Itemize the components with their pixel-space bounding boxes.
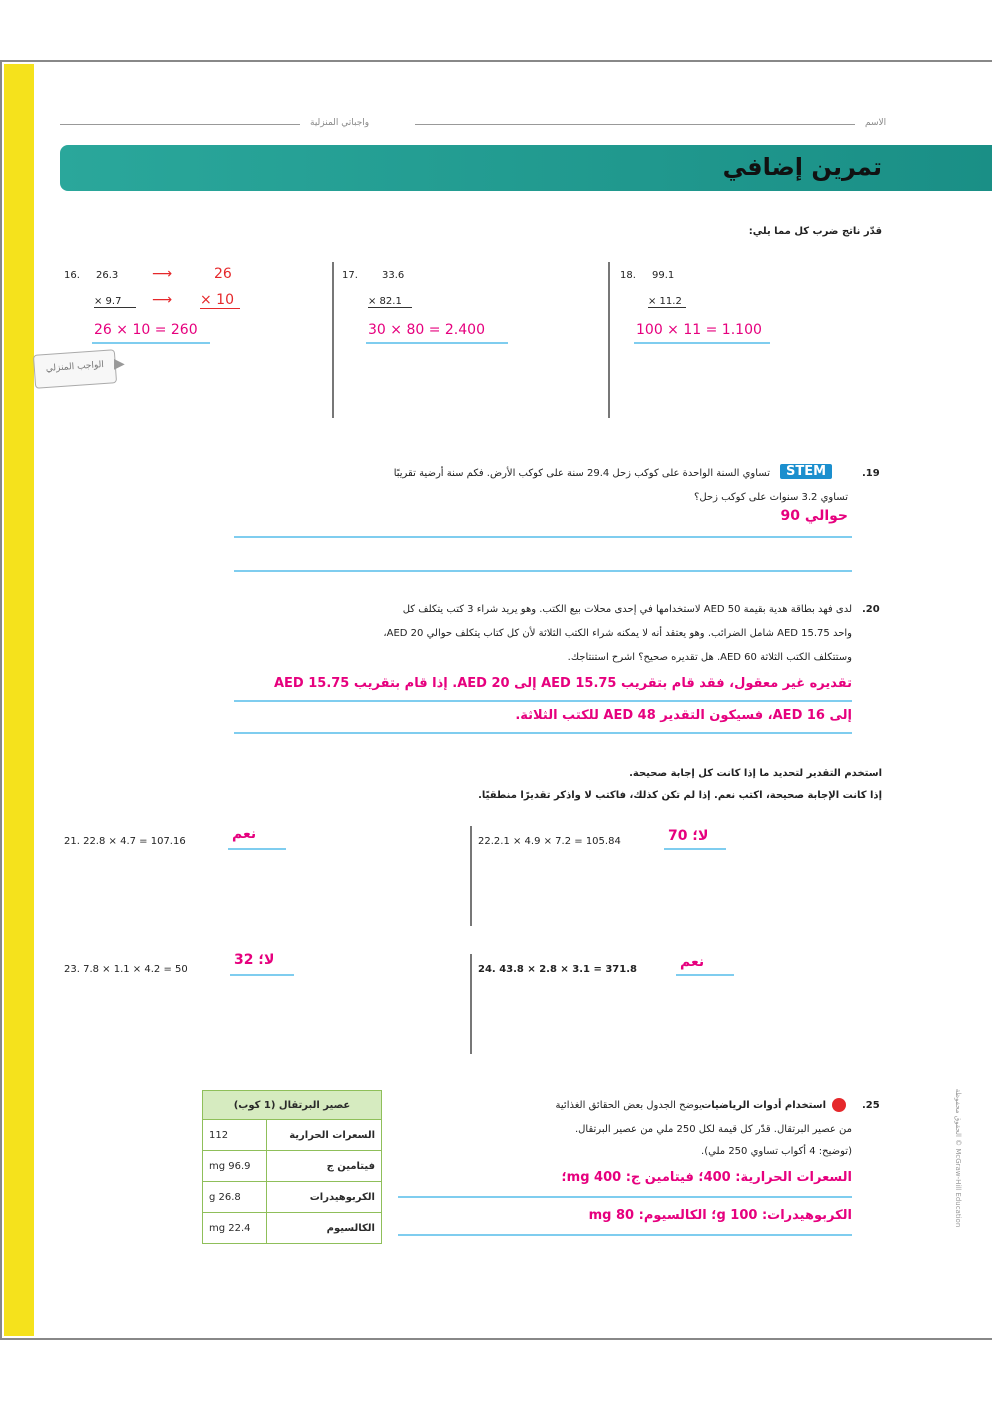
table-cell-value: mg 22.4	[203, 1213, 267, 1244]
section2-instruction2: إذا كانت الإجابة صحيحة، اكتب نعم. إذا لم تكن كذلك، فاكتب لا واذكر تقديرًا منطقيًا.	[478, 790, 882, 801]
table-cell-value: mg 96.9	[203, 1151, 267, 1182]
answer-line	[234, 536, 852, 538]
p17-factor-a: 33.6	[382, 270, 405, 281]
p25-title: استخدام أدوات الرياضيات	[701, 1100, 826, 1111]
homework-stamp	[33, 349, 117, 389]
p16-rounded-b: × 10	[200, 292, 240, 309]
divider	[470, 826, 472, 926]
p22-answer: لا؛ 70	[668, 828, 709, 844]
p16-factor-b: × 9.7	[94, 296, 136, 308]
table-row	[203, 1120, 382, 1151]
page-title: تمرين إضافي	[722, 153, 882, 181]
p18-number: 18.	[620, 270, 636, 281]
side-copyright-text: الحقوق محفوظة © McGraw-Hill Education	[954, 1088, 962, 1228]
p17-factor-b: × 82.1	[368, 296, 412, 308]
p25-text-line2: من عصير البرتقال. قدّر كل قيمة لكل 250 ملي من عصير البرتقال.	[574, 1124, 852, 1135]
answer-line	[664, 848, 726, 850]
p25-number: .25	[862, 1100, 880, 1111]
p21-answer: نعم	[232, 826, 257, 842]
answer-line	[676, 974, 734, 976]
p18-answer: 100 × 11 = 1.100	[636, 322, 762, 338]
p24-answer: نعم	[680, 954, 705, 970]
p16-number: 16.	[64, 270, 80, 281]
divider	[332, 262, 334, 418]
p18-factor-a: 99.1	[652, 270, 675, 281]
p16-factor-a: 26.3	[96, 270, 119, 281]
arrow-icon: ⟶	[152, 292, 173, 308]
stem-badge: STEM	[780, 464, 832, 479]
table-row	[203, 1182, 382, 1213]
p25-text-line1: يوضح الجدول بعض الحقائق الغذائية	[555, 1100, 702, 1111]
table-cell-label: السعرات الحرارية	[266, 1120, 381, 1151]
answer-line	[366, 342, 508, 344]
table-cell-value: 112	[203, 1120, 267, 1151]
p17-number: 17.	[342, 270, 358, 281]
answer-line	[234, 570, 852, 572]
p20-answer-line2: إلى AED 16، فسيكون التقدير AED 48 للكتب الثلاثة.	[515, 708, 852, 723]
name-line	[60, 118, 920, 128]
table-cell-label: الكالسيوم	[266, 1213, 381, 1244]
answer-line	[234, 732, 852, 734]
tools-icon	[832, 1098, 846, 1112]
divider	[608, 262, 610, 418]
answer-line	[92, 342, 210, 344]
p20-answer-line1: تقديره غير معقول، فقد قام بتقريب AED 15.75 إلى AED 20. إذا قام بتقريب AED 15.75	[273, 676, 852, 691]
p20-text-line2: واحد AED 15.75 شامل الضرائب. وهو يعتقد أنه لا يمكنه شراء الكتب الثلاثة لأن كل كتاب يتكلف حوالي AED 20،	[383, 628, 852, 639]
p20-text-line1: لدى فهد بطاقة هدية بقيمة AED 50 لاستخدامها في إحدى محلات بيع الكتب. وهو يريد شراء 3 كتب يتكلف كل	[402, 604, 852, 615]
answer-line	[398, 1196, 852, 1198]
p22-expression: 22.2.1 × 4.9 × 7.2 = 105.84	[478, 836, 621, 847]
p20-text-line3: وستتكلف الكتب الثلاثة AED 60. هل تقديره صحيح؟ اشرح استنتاجك.	[567, 652, 852, 663]
p17-answer: 30 × 80 = 2.400	[368, 322, 485, 338]
nutrition-table	[202, 1090, 382, 1244]
answer-line	[230, 974, 294, 976]
p19-answer: حوالي 90	[780, 508, 848, 524]
p21-expression: 21. 22.8 × 4.7 = 107.16	[64, 836, 186, 847]
p19-text-line1: تساوي السنة الواحدة على كوكب زحل 29.4 سنة على كوكب الأرض. فكم سنة أرضية تقريبًا	[393, 468, 770, 479]
p19-text-line2: تساوي 3.2 سنوات على كوكب زحل؟	[694, 492, 848, 503]
p16-answer: 26 × 10 = 260	[94, 322, 198, 338]
p20-number: .20	[862, 604, 880, 615]
table-cell-label: فيتامين ج	[266, 1151, 381, 1182]
answer-line	[398, 1234, 852, 1236]
p25-answer-line2: الكربوهيدرات: 100 g؛ الكالسيوم: 80 mg	[588, 1208, 852, 1223]
p18-factor-b: × 11.2	[648, 296, 686, 308]
answer-line	[228, 848, 286, 850]
p23-expression: 23. 7.8 × 1.1 × 4.2 = 50	[64, 964, 188, 975]
p19-number: .19	[862, 468, 880, 479]
p25-text-line3: (توضيح: 4 أكواب تساوي 250 ملي).	[701, 1146, 852, 1157]
table-header: عصير البرتقال (1 كوب)	[203, 1091, 382, 1120]
table-cell-label: الكربوهيدرات	[266, 1182, 381, 1213]
p16-rounded-a: 26	[214, 266, 232, 282]
side-copyright	[948, 1010, 960, 1310]
section2-instruction1: استخدم التقدير لتحديد ما إذا كانت كل إجابة صحيحة.	[629, 768, 882, 779]
arrow-icon: ⟶	[152, 266, 173, 282]
answer-line	[634, 342, 770, 344]
table-row	[203, 1151, 382, 1182]
stamp-label: الواجب المنزلي	[45, 359, 105, 375]
lesson-label: واجباتي المنزلية	[310, 118, 370, 128]
yellow-margin-strip	[4, 64, 34, 1336]
divider	[470, 954, 472, 1054]
name-label: الاسم	[865, 118, 887, 128]
table-cell-value: g 26.8	[203, 1182, 267, 1213]
p23-answer: لا؛ 32	[234, 952, 275, 968]
answer-line	[234, 700, 852, 702]
stamp-arrow-icon: ▶	[114, 356, 125, 372]
p24-expression: 24. 43.8 × 2.8 × 3.1 = 371.8	[478, 964, 637, 975]
table-row	[203, 1213, 382, 1244]
p25-answer-line1: السعرات الحرارية: 400؛ فيتامين ج: 400 mg؛	[561, 1170, 852, 1185]
section1-instruction: قدّر ناتج ضرب كل مما يلي:	[748, 226, 882, 237]
